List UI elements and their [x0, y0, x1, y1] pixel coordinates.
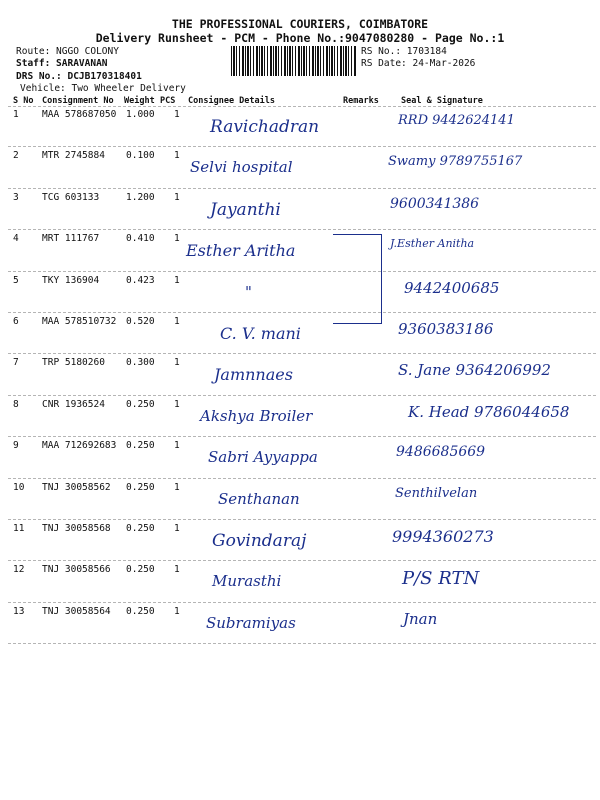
row-consignment: MTR 2745884 [42, 150, 105, 162]
row-pcs: 1 [174, 564, 180, 576]
row-consignment: CNR 1936524 [42, 398, 105, 410]
row-pcs: 1 [174, 523, 180, 534]
row-consignee-handwriting: Akshya Broiler [200, 406, 313, 425]
row-sno: 3 [13, 191, 19, 203]
row-signature-handwriting: Jnan [403, 609, 438, 628]
col-seal: Seal & Signature [401, 96, 483, 106]
row-pcs: 1 [174, 274, 180, 286]
row-divider [8, 188, 596, 189]
row-weight: 0.100 [126, 150, 155, 162]
route-label: Route: NGGO COLONY [16, 46, 119, 57]
row-pcs: 1 [174, 440, 180, 452]
row-divider [8, 519, 596, 520]
rs-number: RS No.: 1703184 [361, 46, 447, 57]
row-signature-handwriting: 9360383186 [398, 320, 494, 338]
row-signature-handwriting: K. Head 9786044658 [408, 402, 570, 421]
row-sno: 1 [13, 109, 19, 120]
row-consignee-handwriting: C. V. mani [220, 324, 301, 343]
row-consignee-handwriting: Subramiyas [206, 613, 296, 632]
row-signature-handwriting: 9994360273 [392, 527, 494, 546]
row-consignment: MAA 578687050 [42, 109, 117, 120]
col-consignment: Consignment No [42, 96, 114, 106]
row-weight: 0.423 [126, 274, 155, 286]
row-consignee-handwriting: Selvi hospital [190, 158, 293, 177]
row-weight: 1.000 [126, 109, 155, 120]
row-weight: 0.250 [126, 564, 155, 576]
row-sno: 9 [13, 440, 19, 452]
col-weight: Weight [124, 96, 155, 106]
col-sno: S No [13, 96, 34, 106]
row-consignment: TKY 136904 [42, 274, 100, 286]
row-pcs: 1 [174, 357, 180, 369]
row-signature-handwriting: Swamy 9789755167 [388, 154, 523, 170]
row-consignee-handwriting: Sabri Ayyappa [208, 448, 318, 467]
runsheet-subtitle: Delivery Runsheet - PCM - Phone No.:9047080280 - Page No.:1 [95, 31, 505, 45]
row-consignment: MRT 111767 [42, 233, 100, 245]
row-divider [8, 312, 596, 313]
row-divider [8, 146, 596, 147]
shared-delivery-bracket [333, 234, 382, 324]
row-consignee-handwriting: Senthanan [218, 489, 300, 508]
row-weight: 0.250 [126, 398, 155, 410]
col-remarks: Remarks [343, 96, 379, 106]
row-weight: 1.200 [126, 191, 155, 203]
row-signature-handwriting: J.Esther Anitha [390, 237, 475, 251]
row-signature-handwriting: S. Jane 9364206992 [398, 361, 551, 380]
row-signature-handwriting: Senthilvelan [395, 485, 478, 501]
row-divider [8, 271, 596, 272]
row-sno: 7 [13, 357, 19, 369]
row-weight: 0.250 [126, 605, 155, 617]
row-weight: 0.250 [126, 523, 155, 534]
row-pcs: 1 [174, 109, 180, 120]
row-pcs: 1 [174, 398, 180, 410]
row-consignment: MAA 578510732 [42, 316, 117, 327]
row-divider [8, 478, 596, 479]
col-consignee: Consignee Details [188, 96, 275, 106]
row-consignment: TNJ 30058564 [42, 605, 111, 617]
row-sno: 2 [13, 150, 19, 162]
row-consignee-handwriting: Esther Aritha [186, 241, 296, 261]
row-weight: 0.250 [126, 481, 155, 493]
row-divider [8, 229, 596, 230]
row-pcs: 1 [174, 191, 180, 203]
col-pcs: PCS [160, 96, 176, 106]
row-sno: 4 [13, 233, 19, 245]
company-title: THE PROFESSIONAL COURIERS, COIMBATORE [171, 17, 429, 31]
row-pcs: 1 [174, 150, 180, 162]
row-pcs: 1 [174, 233, 180, 245]
row-divider [8, 643, 596, 644]
row-consignee-handwriting: Govindaraj [212, 531, 307, 551]
row-consignment: TNJ 30058568 [42, 523, 111, 534]
row-consignment: TNJ 30058566 [42, 564, 111, 576]
row-signature-handwriting: P/S RTN [402, 568, 480, 590]
row-consignment: TNJ 30058562 [42, 481, 111, 493]
row-sno: 6 [13, 316, 19, 327]
row-divider [8, 395, 596, 396]
row-pcs: 1 [174, 316, 180, 327]
row-pcs: 1 [174, 605, 180, 617]
row-signature-handwriting: 9442400685 [404, 278, 500, 297]
row-signature-handwriting: RRD 9442624141 [398, 113, 515, 128]
row-divider [8, 560, 596, 561]
row-sno: 5 [13, 274, 19, 286]
rs-date: RS Date: 24-Mar-2026 [361, 58, 476, 69]
row-sno: 11 [13, 523, 25, 534]
row-sno: 12 [13, 564, 25, 576]
row-consignment: TRP 5180260 [42, 357, 105, 369]
row-weight: 0.250 [126, 440, 155, 452]
row-weight: 0.410 [126, 233, 155, 245]
row-consignment: MAA 712692683 [42, 440, 117, 452]
row-consignee-handwriting: Ravichadran [210, 117, 320, 137]
row-consignee-handwriting: Murasthi [212, 572, 282, 591]
staff-label: Staff: SARAVANAN [16, 58, 108, 69]
drs-barcode [231, 46, 357, 76]
vehicle-label: Vehicle: Two Wheeler Delivery [20, 83, 186, 94]
row-signature-handwriting: 9600341386 [390, 195, 480, 212]
row-signature-handwriting: 9486685669 [396, 444, 486, 461]
row-consignee-handwriting: Jamnnaes [214, 365, 293, 385]
header-divider [8, 106, 596, 107]
row-divider [8, 602, 596, 603]
row-sno: 13 [13, 605, 25, 617]
row-weight: 0.300 [126, 357, 155, 369]
row-consignment: TCG 603133 [42, 191, 100, 203]
row-pcs: 1 [174, 481, 180, 493]
drs-label: DRS No.: DCJB170318401 [16, 71, 142, 82]
row-divider [8, 436, 596, 437]
row-divider [8, 353, 596, 354]
row-weight: 0.520 [126, 316, 155, 327]
row-consignee-handwriting: Jayanthi [210, 199, 281, 220]
row-consignee-handwriting: " [245, 282, 252, 301]
row-sno: 10 [13, 481, 25, 493]
row-sno: 8 [13, 398, 19, 410]
